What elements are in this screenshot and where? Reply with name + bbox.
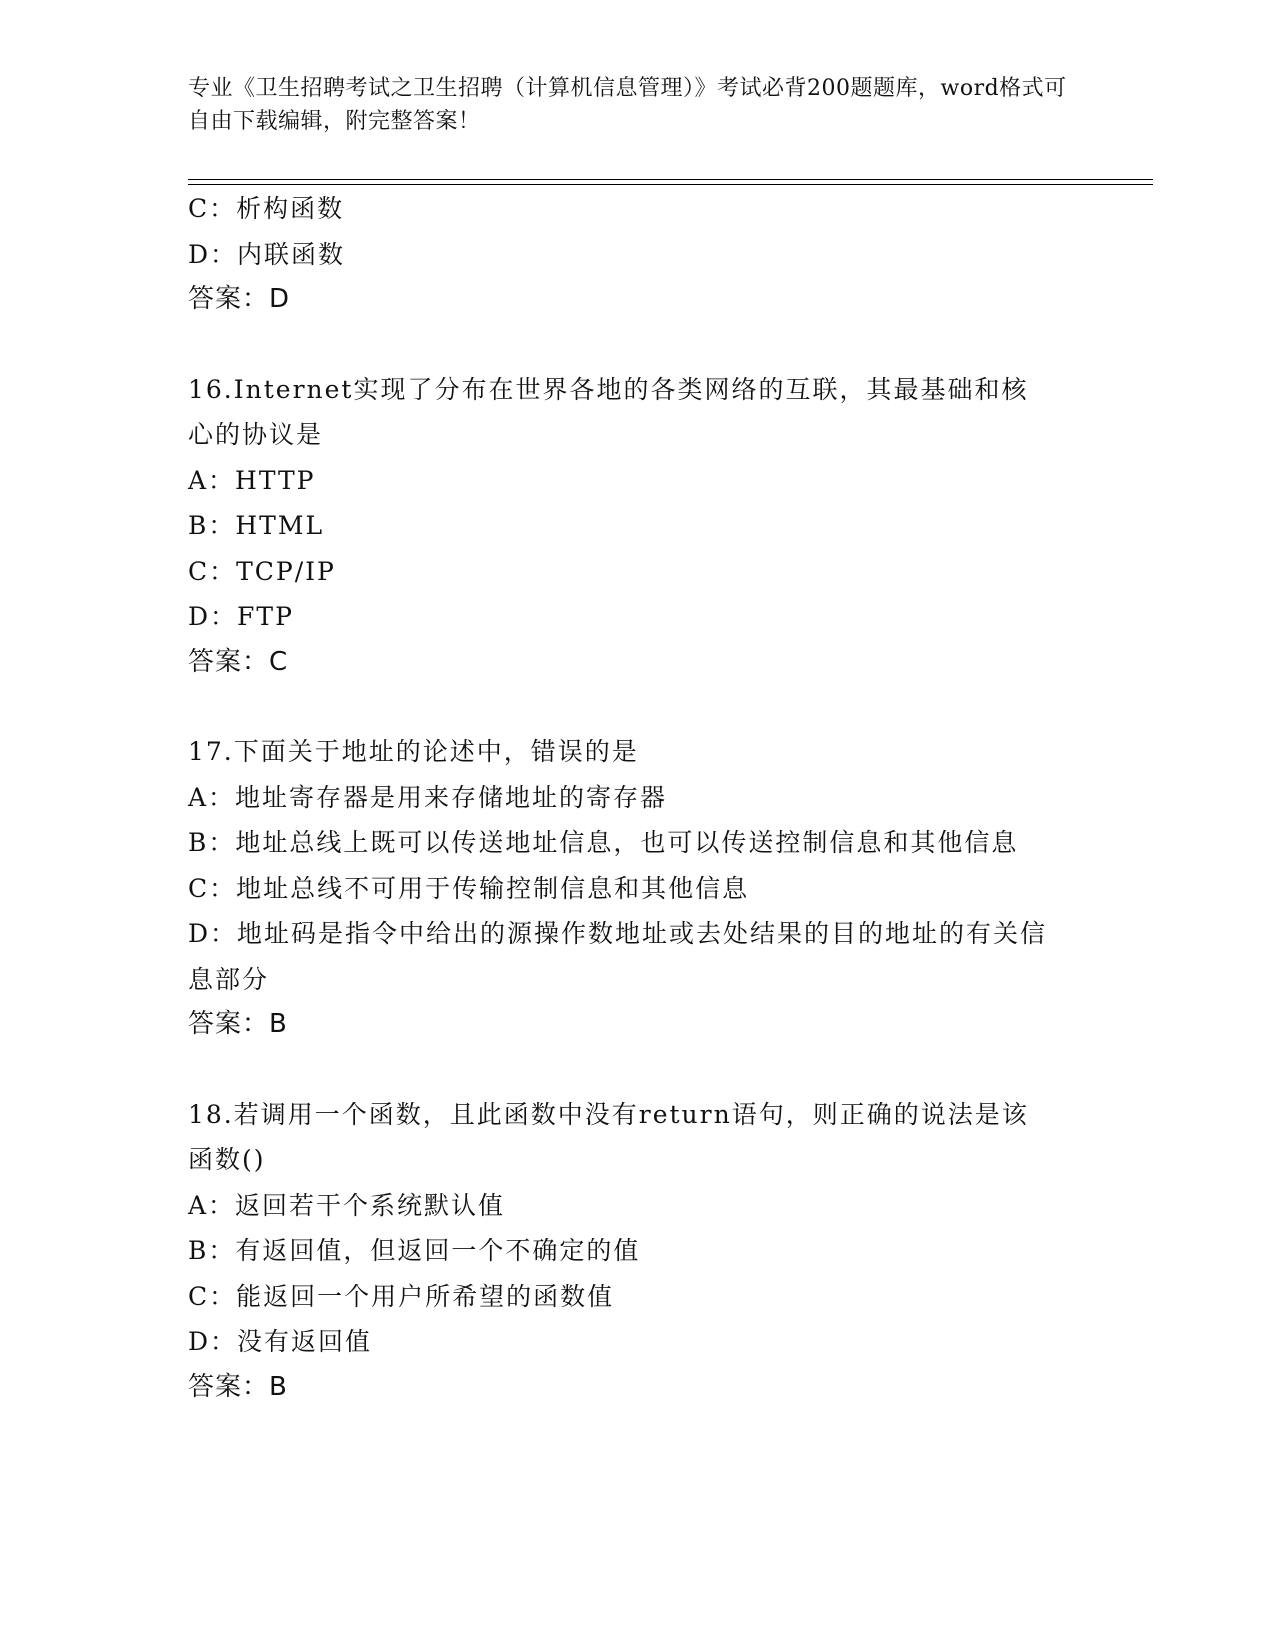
option-c: C：能返回一个用户所希望的函数值	[188, 1281, 615, 1311]
option-d: D：内联函数	[188, 239, 346, 269]
answer: 答案：D	[188, 284, 291, 314]
document-header: 专业《卫生招聘考试之卫生招聘（计算机信息管理）》考试必背200题题库，word格式可自由下载编辑，附完整答案！	[188, 76, 1067, 134]
question-18	[188, 1092, 1088, 1411]
answer: 答案：C	[188, 646, 289, 677]
question-stem: 16.Internet实现了分布在世界各地的各类网络的互联，其最基础和核心的协议是	[188, 374, 1029, 449]
question-stem: 17.下面关于地址的论述中，错误的是	[188, 737, 639, 766]
option-d: D：FTP	[188, 602, 294, 631]
answer: 答案：B	[188, 1009, 288, 1039]
option-d: D：地址码是指令中给出的源操作数地址或去处结果的目的地址的有关信息部分	[188, 919, 1048, 994]
option-b: B：地址总线上既可以传送地址信息，也可以传送控制信息和其他信息	[188, 828, 1019, 857]
option-b: B：HTML	[188, 511, 325, 540]
header-divider-top	[188, 179, 1153, 180]
option-c: C：地址总线不可用于传输控制信息和其他信息	[188, 873, 750, 903]
question-16	[188, 367, 1088, 686]
option-c: C：析构函数	[188, 194, 345, 223]
question-17	[188, 729, 1088, 1048]
option-c: C：TCP/IP	[188, 556, 336, 586]
option-d: D：没有返回值	[188, 1327, 373, 1356]
question-list	[188, 186, 1088, 1410]
question-15-fragment	[188, 186, 1088, 323]
question-stem: 18.若调用一个函数，且此函数中没有return语句，则正确的说法是该函数()	[188, 1099, 1029, 1174]
option-a: A：HTTP	[188, 465, 316, 495]
option-a: A：地址寄存器是用来存储地址的寄存器	[188, 782, 668, 812]
option-a: A：返回若干个系统默认值	[188, 1190, 506, 1220]
header-divider-bottom	[188, 184, 1153, 185]
answer: 答案：B	[188, 1371, 288, 1402]
option-b: B：有返回值，但返回一个不确定的值	[188, 1236, 641, 1265]
